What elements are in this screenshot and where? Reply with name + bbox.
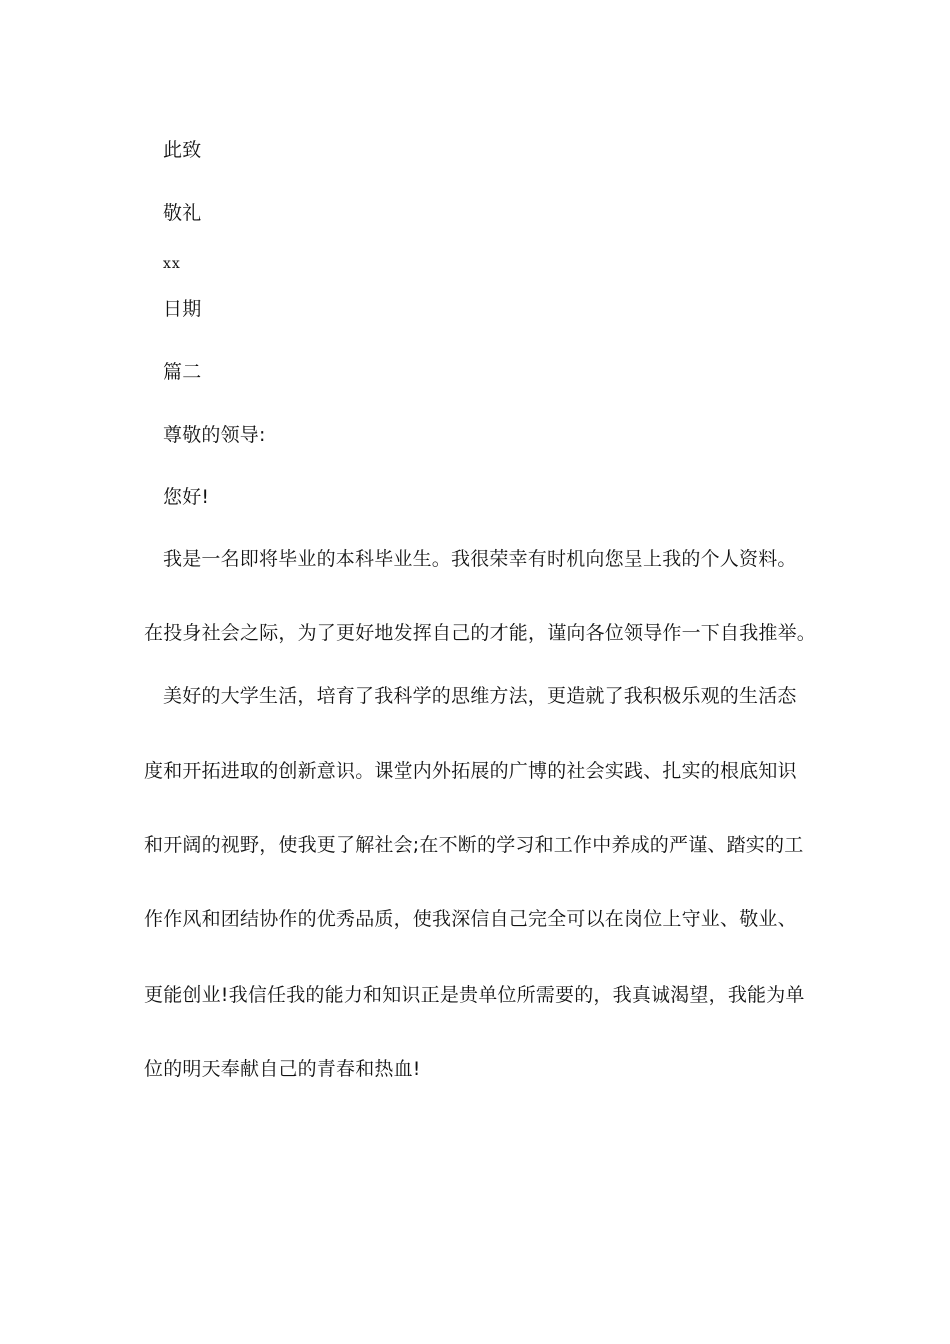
body-line: 和开阔的视野，使我更了解社会;在不断的学习和工作中养成的严谨、踏实的工: [144, 834, 804, 856]
body-line: 在投身社会之际，为了更好地发挥自己的才能，谨向各位领导作一下自我推举。: [144, 622, 817, 644]
closing-salutation: 此致: [163, 139, 202, 161]
date-label: 日期: [163, 298, 202, 320]
body-line: 位的明天奉献自己的青春和热血!: [144, 1058, 421, 1080]
body-line: 美好的大学生活，培育了我科学的思维方法，更造就了我积极乐观的生活态: [163, 685, 797, 707]
addressee: 尊敬的领导:: [163, 424, 266, 446]
body-line: 作作风和团结协作的优秀品质，使我深信自己完全可以在岗位上守业、敬业、: [144, 908, 797, 930]
body-line: 度和开拓进取的创新意识。课堂内外拓展的广博的社会实践、扎实的根底知识: [144, 760, 797, 782]
body-line: 更能创业!我信任我的能力和知识正是贵单位所需要的，我真诚渴望，我能为单: [144, 984, 805, 1006]
greeting-hello: 您好!: [163, 486, 210, 508]
body-line: 我是一名即将毕业的本科毕业生。我很荣幸有时机向您呈上我的个人资料。: [163, 548, 797, 570]
section-title: 篇二: [163, 361, 202, 383]
signature: xx: [163, 256, 181, 272]
closing-respect: 敬礼: [163, 202, 202, 224]
